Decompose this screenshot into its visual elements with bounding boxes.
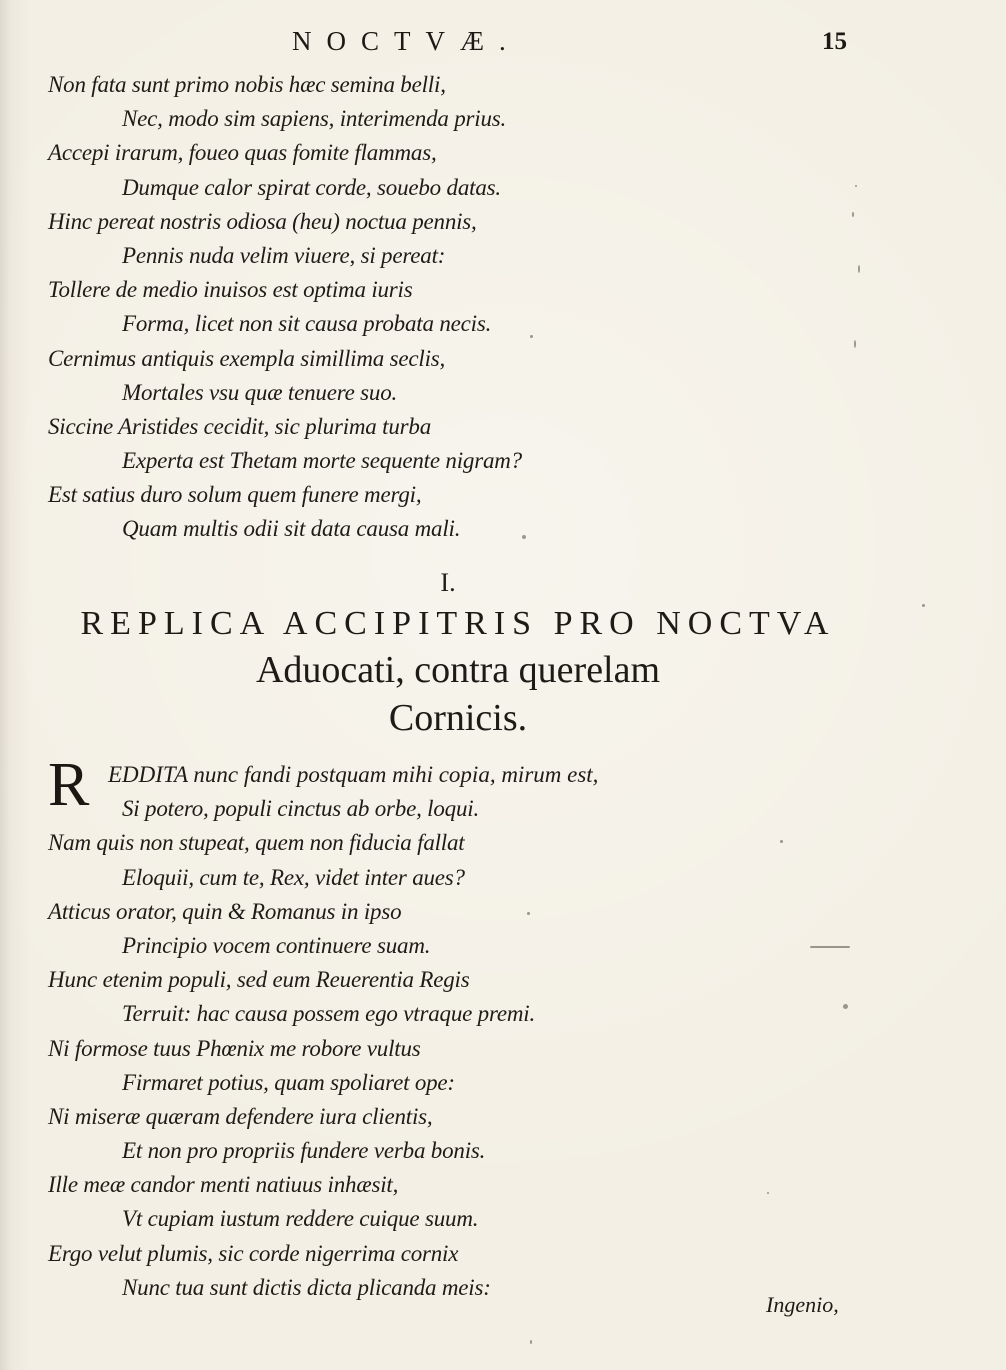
verse-line: Vt cupiam iustum reddere cuique suum.	[122, 1206, 479, 1232]
verse-line: Dumque calor spirat corde, souebo datas.	[122, 174, 501, 200]
print-speck	[527, 912, 530, 915]
verse-line: Firmaret potius, quam spoliaret ope:	[122, 1069, 455, 1095]
verse-line: Forma, licet non sit causa probata necis.	[122, 311, 492, 337]
verse-line: Terruit: hac causa possem ego vtraque premi.	[122, 1001, 536, 1027]
print-speck	[780, 840, 783, 843]
verse-line: Ergo velut plumis, sic corde nigerrima cornix	[48, 1240, 459, 1266]
verse-line: Et non pro propriis fundere verba bonis.	[122, 1138, 486, 1164]
drop-cap: R	[48, 751, 90, 819]
verse-line: Nec, modo sim sapiens, interimenda prius.	[122, 106, 507, 132]
verse-line: Quam multis odii sit data causa mali.	[122, 516, 461, 542]
print-speck	[767, 1192, 769, 1194]
section-number: I.	[440, 568, 456, 597]
section-title-line: Cornicis.	[388, 697, 528, 739]
verse-line: Ille meæ candor menti natiuus inhæsit,	[48, 1172, 399, 1198]
verse-line: Est satius duro solum quem funere mergi,	[48, 482, 422, 508]
print-speck	[530, 335, 533, 338]
poem-top	[48, 68, 588, 547]
verse-line: Mortales vsu quæ tenuere suo.	[122, 379, 398, 405]
verse-line: Ni formose tuus Phœnix me robore vultus	[48, 1035, 421, 1061]
verse-line: Nam quis non stupeat, quem non fiducia fallat	[48, 830, 465, 856]
verse-line: Non fata sunt primo nobis hæc semina belli,	[48, 72, 446, 97]
page-number: 15	[822, 28, 847, 55]
verse-line: Siccine Aristides cecidit, sic plurima turba	[48, 413, 431, 439]
print-speck	[922, 604, 925, 607]
verse-line: Principio vocem continuere suam.	[122, 932, 431, 958]
section-title-line: Aduocati, contra querelam	[255, 649, 661, 691]
verse-line: Nunc tua sunt dictis dicta plicanda meis:	[122, 1274, 491, 1300]
print-speck	[530, 1340, 532, 1344]
print-speck	[858, 265, 860, 273]
verse-line: Pennis nuda velim viuere, si pereat:	[122, 242, 446, 268]
main-poem	[48, 751, 608, 1305]
print-speck	[855, 185, 857, 187]
verse-line: Atticus orator, quin & Romanus in ipso	[48, 898, 402, 924]
verse-line: Tollere de medio inuisos est optima iuris	[48, 277, 413, 303]
catchword: Ingenio,	[766, 1292, 839, 1317]
verse-line: Ni miseræ quæram defendere iura clientis,	[48, 1103, 433, 1129]
verse-line: EDDITA nunc fandi postquam mihi copia, mirum est,	[108, 762, 599, 787]
verse-line: Cernimus antiquis exempla simillima seclis,	[48, 345, 446, 371]
page-header	[0, 18, 1006, 58]
running-title: NOCTVÆ.	[292, 26, 521, 56]
verse-line: Hunc etenim populi, sed eum Reuerentia Regis	[48, 967, 470, 993]
verse-line: Hinc pereat nostris odiosa (heu) noctua pennis,	[48, 208, 477, 234]
print-speck	[843, 1004, 848, 1009]
verse-line: Eloquii, cum te, Rex, videt inter aues?	[122, 864, 465, 890]
section-title-line: REPLICA ACCIPITRIS PRO NOCTVA	[80, 605, 836, 642]
verse-line: Si potero, populi cinctus ab orbe, loqui.	[122, 796, 480, 822]
print-speck	[810, 946, 850, 948]
section-title	[44, 602, 872, 742]
print-speck	[522, 535, 526, 539]
print-speck	[852, 212, 854, 217]
verse-line: Accepi irarum, foueo quas fomite flammas,	[48, 140, 437, 166]
print-speck	[854, 340, 856, 348]
verse-line: Experta est Thetam morte sequente nigram?	[122, 448, 522, 474]
